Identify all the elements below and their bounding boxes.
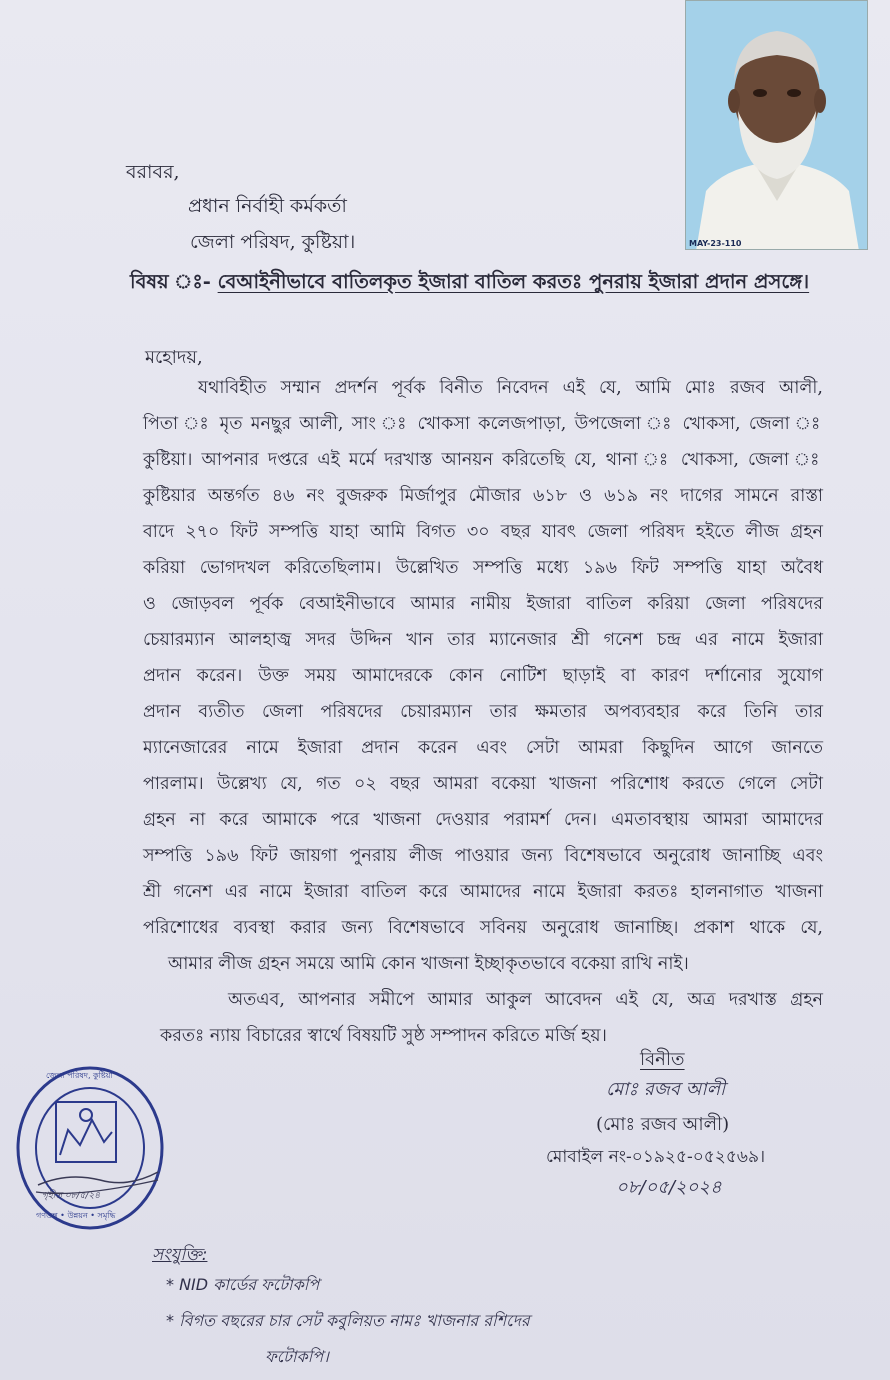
- body-line: বাদে ২৭০ ফিট সম্পত্তি যাহা আমি বিগত ৩০ বছর যাবৎ জেলা পরিষদ হইতে লীজ গ্রহন: [143, 522, 823, 542]
- office-seal: [8, 1060, 168, 1235]
- body-line: পারলাম। উল্লেখ্য যে, গত ০২ বছর আমরা বকেয়া খাজনা পরিশোধ করতে গেলে সেটা: [143, 774, 823, 794]
- seal-text-top: জেলা পরিষদ, কুষ্টিয়া: [46, 1071, 113, 1080]
- seal-text-bottom: গণতন্ত্র • উন্নয়ন • সমৃদ্ধি: [36, 1211, 116, 1220]
- subject-text: বেআইনীভাবে বাতিলকৃত ইজারা বাতিল করতঃ পুনরায় ইজারা প্রদান প্রসঙ্গে।: [217, 270, 810, 293]
- body-line: পিতা ঃ মৃত মনছুর আলী, সাং ঃ খোকসা কলেজপাড়া, উপজেলা ঃ খোকসা, জেলা ঃ: [143, 414, 823, 434]
- body-line: ম্যানেজারের নামে ইজারা প্রদান করেন এবং সেটা আমরা কিছুদিন আগে জানতে: [143, 738, 823, 758]
- seal-scribble: গৃহীত ০৮/৫/২৪: [42, 1191, 101, 1201]
- body-line: প্রদান ব্যতীত জেলা পরিষদের চেয়ারম্যান তার ক্ষমতার অপব্যবহার করে তিনি তার: [143, 702, 823, 722]
- seal-stamp-icon: [8, 1060, 168, 1235]
- photo-code: MAY-23-110: [689, 239, 742, 248]
- recipient-designation: প্রধান নির্বাহী কর্মকর্তা: [188, 195, 347, 217]
- applicant-portrait-image: [686, 1, 868, 250]
- body-line: কুষ্টিয়ার অন্তর্গত ৪৬ নং বুজরুক মির্জাপুর মৌজার ৬১৮ ও ৬১৯ নং দাগের সামনে রাস্তা: [143, 486, 823, 506]
- attachment-item: ফটোকপি।: [265, 1347, 329, 1366]
- body-line: ও জোড়বল পূর্বক বেআইনীভাবে আমার নামীয় ইজারা বাতিল করিয়া জেলা পরিষদের: [143, 594, 823, 614]
- handwritten-signature: মোঃ রজব আলী: [606, 1079, 726, 1100]
- attachments-heading: সংযুক্তি:: [152, 1245, 208, 1265]
- body-line: গ্রহন না করে আমাকে পরে খাজনা দেওয়ার পরামর্শ দেন। এমতাবস্থায় আমরা আমাদের: [143, 810, 823, 830]
- subject-prefix: বিষয় ঃ-: [130, 270, 211, 293]
- body-line: পরিশোধের ব্যবস্থা করার জন্য বিশেষভাবে সবিনয় অনুরোধ জানাচ্ছি। প্রকাশ থাকে যে,: [143, 918, 823, 938]
- body-line: চেয়ারম্যান আলহাজ্ব সদর উদ্দিন খান তার ম্যানেজার শ্রী গনেশ চন্দ্র এর নামে ইজারা: [143, 630, 823, 650]
- body-line: সম্পত্তি ১৯৬ ফিট জায়গা পুনরায় লীজ পাওয়ার জন্য বিশেষভাবে অনুরোধ জানাচ্ছি এবং: [143, 846, 823, 866]
- greeting: মহোদয়,: [145, 347, 203, 368]
- signatory-mobile: মোবাইল নং-০১৯২৫-০৫২৫৬৯।: [546, 1147, 766, 1167]
- body-line: প্রদান করেন। উক্ত সময় আমাদেরকে কোন নোটিশ ছাড়াই বা কারণ দর্শানোর সুযোগ: [143, 666, 823, 686]
- body-line: করিয়া ভোগদখল করিতেছিলাম। উল্লেখিত সম্পত্তি মধ্যে ১৯৬ ফিট সম্পত্তি যাহা অবৈধ: [143, 558, 823, 578]
- closing-line: করতঃ ন্যায় বিচারের স্বার্থে বিষয়টি সুষ্ঠ সম্পাদন করিতে মর্জি হয়।: [160, 1026, 607, 1046]
- body-line: আমার লীজ গ্রহন সময়ে আমি কোন খাজনা ইচ্ছাকৃতভাবে বকেয়া রাখি নাই।: [168, 954, 689, 974]
- subject-line: [130, 268, 809, 300]
- body-line: কুষ্টিয়া। আপনার দপ্তরে এই মর্মে দরখাস্ত আনয়ন করিতেছি যে, থানা ঃ খোকসা, জেলা ঃ: [143, 450, 823, 470]
- attachment-item: * বিগত বছরের চার সেট কবুলিয়ত নামঃ খাজনার রশিদের: [166, 1311, 530, 1330]
- signature-date: ০৮/০৫/২০২৪: [616, 1177, 722, 1198]
- valediction: বিনীত: [640, 1049, 685, 1070]
- recipient-office: জেলা পরিষদ, কুষ্টিয়া।: [190, 231, 356, 253]
- signatory-name: (মোঃ রজব আলী): [596, 1114, 730, 1135]
- applicant-photo: [685, 0, 868, 250]
- closing-line: অতএব, আপনার সমীপে আমার আকুল আবেদন এই যে, অত্র দরখাস্ত গ্রহন: [228, 990, 823, 1010]
- body-line: যথাবিহীত সম্মান প্রদর্শন পূর্বক বিনীত নিবেদন এই যে, আমি মোঃ রজব আলী,: [198, 378, 823, 398]
- body-line: শ্রী গনেশ এর নামে ইজারা বাতিল করে আমাদের নামে ইজারা করতঃ হালনাগাত খাজনা: [143, 882, 823, 902]
- attachment-item: * NID কার্ডের ফটোকপি: [166, 1275, 320, 1294]
- salutation-to: বরাবর,: [126, 161, 180, 183]
